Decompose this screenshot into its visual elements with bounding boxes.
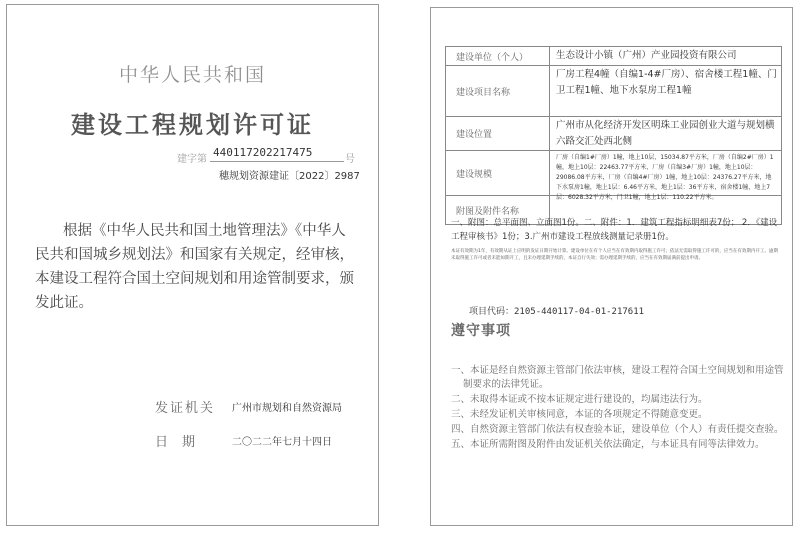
- rule-item: 一、本证是经自然资源主管部门依法审核，建设工程符合国土空间规划和用途管制要求的法律凭证。: [451, 365, 784, 390]
- certificate-number-label: 建字第: [177, 154, 207, 165]
- rule-item: 二、未取得本证或不按本证规定进行建设的，均属违法行为。: [451, 394, 708, 405]
- certificate-title: 建设工程规划许可证: [71, 111, 314, 139]
- notice-title: 遵守事项: [451, 323, 511, 339]
- certificate-back-page: [430, 7, 793, 526]
- certificate-number: 440117202217475: [213, 146, 313, 159]
- project-name-value: 厂房工程4幢（自编1-4#厂房）、宿舍楼工程1幢、门卫工程1幢、地下水泵房工程1幢: [556, 69, 777, 96]
- certificate-number-suffix: 号: [345, 154, 355, 165]
- rule-item: 五、本证所需附图及附件由发证机关依法确定，与本证具有同等法律效力。: [451, 439, 765, 450]
- rule-item: 三、未经发证机关审核同意，本证的各项规定不得随意变更。: [451, 409, 708, 420]
- attachments-text: 一、附图：总平面图、立面图1份。二、附件：1．建筑工程指标明细表7份； 2．《建设工程审核书》1份；3.广州市建设工程放线测量记录册1份。: [451, 218, 778, 242]
- notice-rules: [451, 364, 786, 453]
- project-code-value: 2105-440117-04-01-217611: [514, 307, 645, 317]
- scale-label: 建设规模: [446, 151, 550, 195]
- rule-item: 四、自然资源主管部门依法有权查验本证，建设单位（个人）有责任提交查验。: [451, 424, 784, 435]
- attachments-label: 附图及附件名称: [446, 196, 550, 225]
- certificate-front-page: [6, 4, 379, 526]
- project-code-label: 项目代码：: [469, 307, 515, 317]
- scale-value: 厂房（自编1#厂房）1幢，地上10层，15034.87平方米，厂房（自编2#厂房）1幢，地上10层：22463.77平方米，厂房（自编3#厂房）1幢，地上10层：29086.08平方米，厂房（自编4#厂房）1幢，地上10层：24376.27平方米，地下水泵房1幢，地上1层：6.46平方米，地上1层：36平方米，宿舍楼1幢，地上7层：6028.32平方米，门卫1幢，地上1层：110.22平方米。: [556, 154, 774, 201]
- unit-value: 生态设计小镇（广州）产业园投资有限公司: [556, 50, 737, 61]
- table-row-project: [446, 66, 781, 117]
- location-value: 广州市从化经济开发区明珠工业园创业大道与规划横六路交汇处西北侧: [556, 120, 775, 147]
- issue-date-label: 日期: [155, 435, 210, 450]
- issuer-name: 广州市规划和自然资源局: [232, 403, 342, 414]
- country-name: 中华人民共和国: [118, 64, 266, 86]
- unit-label: 建设单位（个人）: [446, 47, 550, 65]
- certificate-number-underline: [210, 161, 344, 162]
- table-row-location: [446, 117, 781, 151]
- certificate-reference: 穗规划资源建证〔2022〕2987: [219, 171, 360, 182]
- location-label: 建设位置: [446, 117, 550, 150]
- table-row-unit: [446, 47, 781, 66]
- validity-note: 本证有效期为1年，有效期从证上应明的发证日期开始计算。建设单位在有个人应当在有效期内取得施工许可；依法无需取得施工许可的，应当在有效期内开工。逾期未取得施工许可或者未能如期开工，且未办理延期手续的，本证自行失效；需办理延期手续的，应当在有效期届满前提出申请。: [451, 249, 778, 261]
- issue-date: 二〇二二年七月十四日: [232, 437, 332, 448]
- issuer-label: 发证机关: [155, 401, 216, 416]
- project-info-table: [445, 46, 782, 225]
- table-row-scale: [446, 151, 781, 201]
- project-name-label: 建设项目名称: [446, 66, 550, 116]
- project-code: [469, 304, 644, 317]
- certificate-body-text: 根据《中华人民共和国土地管理法》《中华人民共和国城乡规划法》和国家有关规定，经审核，本建设工程符合国土空间规划和用途管制要求，颁发此证。: [35, 223, 354, 311]
